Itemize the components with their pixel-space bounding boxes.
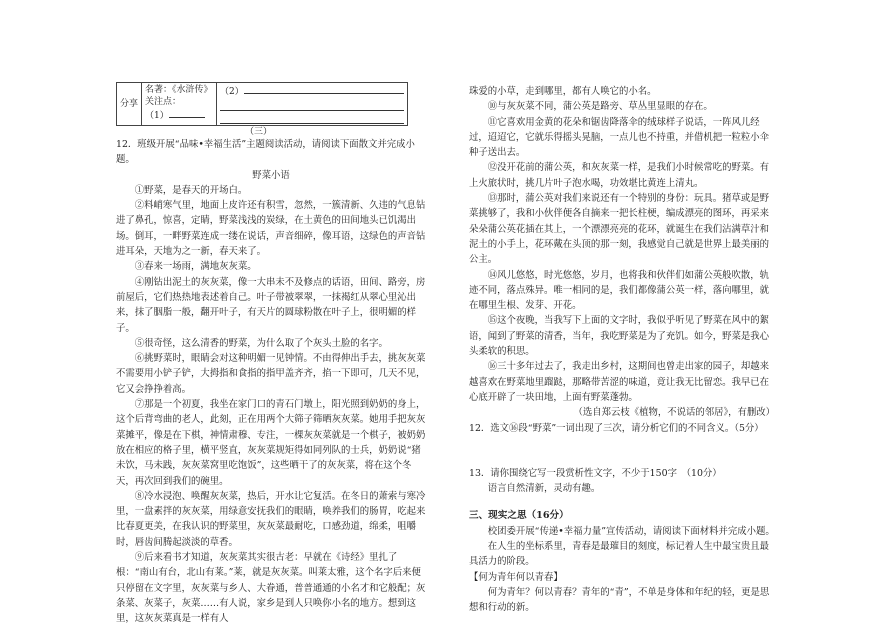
question-13: 13．请你围绕它写一段赏析性文字，不少于150字 （10分） — [469, 467, 722, 479]
right-paragraphs — [469, 84, 775, 405]
question-13-requirement: 语言自然清新，灵动有趣。 — [487, 483, 601, 495]
answer-line[interactable] — [220, 112, 404, 124]
section-3-intro: 校团委开展“传递•幸福力量”宣传活动，请阅读下面材料并完成小题。 — [487, 525, 775, 537]
essay-paragraph: ⑩与灰灰菜不同，蒲公英是路旁、草丛里显眼的存在。 — [487, 101, 713, 113]
essay-paragraph: ⑥挑野菜时，眼睛会对这种明媚一见钟情。不由得伸出手去，挑灰灰菜不需要用小铲子铲，大拇指和食指的指甲盖齐齐，掐一下即可，几天不见，它又会挣挣着高。 — [116, 353, 426, 395]
share-table — [116, 82, 408, 126]
essay-paragraph: 珠爱的小草，走到哪里，都有人唤它的小名。 — [469, 86, 657, 97]
section-3-heading: 三、现实之思（16分） — [469, 510, 569, 522]
essay-paragraph: ②料峭寒气里，地面上皮许还有积雪，忽然，一簇清新、久违的气息钻进了鼻孔，惊喜，定睛，野菜浅浅的炭绿，在土黄色的田间地头已饥渴出场。倒耳，一畔野菜连成一缕在说话，声音细碎，像耳语，这绿色的声音钻进耳朵，天地为之一新，春天来了。 — [116, 200, 426, 258]
source-note: （选自郑云枝《植物，不说话的邻居》，有删改） — [573, 407, 775, 419]
section-marker: （三） — [245, 127, 273, 137]
essay-paragraph: ⑭风儿悠悠，时光悠悠，岁月，也将我和伙伴们如蒲公英般吹散，轨迹不同，落点殊异。唯一相同的是，我们都像蒲公英一样，落向哪里，就在哪里生根、发芽、开花。 — [469, 269, 770, 312]
essay-paragraph: ③春来一场雨，满地灰灰菜。 — [134, 261, 257, 273]
essay-paragraph: ⑯三十多年过去了，我走出乡村，这期间也曾走出家的园子，却越来越喜欢在野菜地里蹓跶，那略带苦涩的味道，竟让我无比留恋。我早已在心底开辟了一块田地，上面有野菜蓬勃。 — [469, 361, 770, 403]
right-column — [469, 84, 775, 616]
essay-paragraph: ①野菜，是春天的开场白。 — [134, 184, 248, 196]
item2-label: （2） — [220, 87, 244, 97]
essay-paragraph: ④刚钻出泥土的灰灰菜，像一大串未不及修点的话语，田间、路旁，房前屋后，它们热热地表述着自己。叶子带被翠翠，一抹褐红从翠心里沁出来，抹了胭脂一般，翻开叶子，有天片的圆球粉散在叶子上，很明媚的样子。 — [116, 276, 426, 334]
essay-paragraph: ⑪它喜欢用金黄的花朵和锯齿降落伞的绒球样子说话，一阵风儿经过，迢迢它，它就乐得摇头晃脑，一点儿也不持重，并借机把一粒粒小伞种子送出去。 — [469, 116, 770, 159]
essay-paragraph: ⑫没开花前的蒲公英，和灰灰菜一样，是我们小时候常吃的野菜。有上火旅状时，挑几片叶子泡水喝，功效堪比黄连上清丸。 — [469, 162, 770, 189]
essay-paragraph: ⑤很奇怪，这么清香的野菜，为什么取了个灰头土脸的名字。 — [134, 337, 388, 349]
essay-paragraph: ⑨后来看书才知道，灰灰菜其实很古老：早就在《诗经》里扎了根：“南山有台，北山有莱。”莱，就是灰灰菜。叫莱太雅，这个名字后来便只停留在文字里，灰灰菜与乡人、大眷通，普普通通的小名才和它般配；灰条菜、灰菜子，灰菜……有人说，家乡是到人只唤你小名的地方。想到这里，这灰灰菜真是一样有人 — [116, 552, 426, 625]
essay-paragraph: ⑮这个夜晚，当我写下上面的文字时，我似乎听见了野菜在风中的絮语，闻到了野菜的清香，当年，我吃野菜是为了充饥。如今，野菜是我心头柔软的积思。 — [469, 315, 770, 358]
answer-space[interactable] — [469, 436, 775, 466]
left-column — [116, 137, 426, 627]
item2-blank[interactable] — [244, 84, 404, 94]
book-name: 名著：《水浒传》 — [145, 85, 213, 95]
answer-line[interactable] — [220, 99, 404, 111]
attention-label: 关注点： — [145, 97, 182, 107]
section-3-text: 在人生的坐标系里，青春是最璀目的刻度，标记着人生中最宝贵且最具活力的阶段。 — [469, 541, 770, 568]
left-paragraphs — [116, 183, 426, 627]
essay-title: 野菜小语 — [252, 169, 290, 181]
essay-paragraph: ⑬那时，蒲公英对我们来说还有一个特别的身份：玩具。猪草或是野菜挑够了，我和小伙伴便各自摘来一把长柱梗，编成漂亮的图环，再采来朵朵蒲公英花插在其上，一个漂漂亮亮的花环，就诞生在我们沾满草汁和泥土的小手上，花环戴在头顶的那一刻，我感觉自己就是世界上最美丽的公主。 — [469, 193, 770, 266]
section-3-last: 何为青年？何以青春？青年的“青”，不单是身体和年纪的轻，更是思想和行动的新。 — [469, 586, 770, 614]
question-12-sub: 12．选文⑯段“野菜”一词出现了三次，请分析它们的不同含义。（5分） — [469, 422, 764, 434]
essay-paragraph: ⑦那是一个初夏，我坐在家门口的青石门墩上，阳光照到奶奶的身上，这个后背弯曲的老人，此刻，正在用两个大筛子筛晒灰灰菜。她用手把灰灰菜摊平，像是在下棋，神情肃穆、专注，一棵灰灰菜就是一个棋子，被奶奶放在相应的格子里，横平竖直，灰灰菜规矩得如同列队的士兵，奶奶说“猪未饮，马未践，灰灰菜窝里吃饱饭”，这些晒干了的灰灰菜，将在这个冬天，再次回到我们的碗里。 — [116, 399, 426, 487]
share-label: 分享 — [117, 83, 142, 126]
item1-label: （1） — [145, 111, 169, 121]
section-3-bracket: 【何为青年何以青春】 — [469, 571, 563, 583]
item1-blank[interactable] — [169, 108, 205, 118]
question-12-intro: 12．班级开展“品味•幸福生活”主题阅读活动，请阅读下面散文并完成小题。 — [116, 139, 415, 166]
essay-paragraph: ⑧冷水浸泡、唤醒灰灰菜，热后，开水让它复活。在冬日的萧索与寒冷里，一盘素拌的灰灰菜，用绿意安抚我们的眼睛，唤养我们的肠胃，吃起来比春夏更美，在我认识的野菜里，灰灰菜最耐吃，口感劲道，绵柔，咀嚼时，唇齿间腾起淡淡的草香。 — [116, 490, 426, 548]
